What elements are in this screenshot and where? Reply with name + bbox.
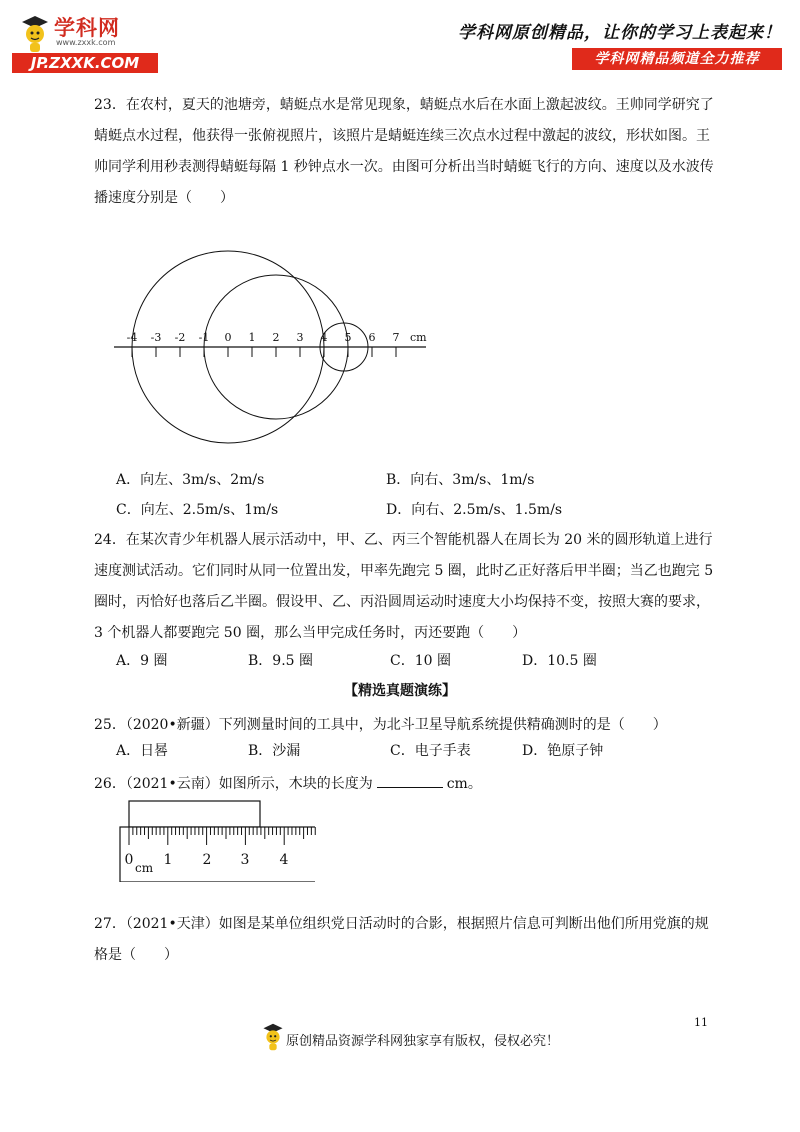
ruler-figure bbox=[110, 798, 320, 888]
ruler-label: 2 bbox=[202, 852, 212, 868]
ruler-unit: cm bbox=[135, 861, 154, 875]
question-24-text: 24．在某次青少年机器人展示活动中，甲、乙、丙三个智能机器人在周长为 20 米的圆形轨道上进行速度测试活动。它们同时从同一位置出发，甲率先跑完 5 圈，此时乙正好落后甲半圈；当乙也跑完 5 圈时，丙恰好也落后乙半圈。假设甲、乙、丙沿圆周运动时速度大小均保持不变，按照大赛的要求，3 个机器人都要跑完 50 圈，那么当甲完成任务时，丙还要跑（ ） bbox=[94, 532, 714, 641]
option-23-d[interactable]: D．向右、2.5m/s、1.5m/s bbox=[386, 502, 563, 518]
tick-label: -4 bbox=[126, 331, 138, 344]
ruler-label: 4 bbox=[279, 852, 289, 868]
option-25-b[interactable]: B．沙漏 bbox=[248, 743, 301, 759]
mascot-footer-icon bbox=[262, 1022, 284, 1052]
option-24-b[interactable]: B．9.5 圈 bbox=[248, 653, 314, 669]
tick-label: 4 bbox=[320, 331, 328, 344]
question-26-prefix: 26．（2021•云南）如图所示，木块的长度为 bbox=[94, 776, 373, 792]
page-header bbox=[0, 0, 800, 80]
axis-tick-labels bbox=[127, 331, 428, 344]
ripple-figure bbox=[100, 240, 440, 466]
option-24-d[interactable]: D．10.5 圈 bbox=[522, 653, 597, 669]
mascot-logo-icon bbox=[20, 14, 50, 54]
header-slogan: 学科网原创精品，让你的学习上表起来！ bbox=[458, 23, 782, 43]
option-24-a[interactable]: A．9 圈 bbox=[116, 653, 168, 669]
tick-label: 5 bbox=[344, 331, 352, 344]
axis-unit: cm bbox=[410, 331, 427, 344]
question-27-text: 27．（2021•天津）如图是某单位组织党日活动时的合影，根据照片信息可判断出他们所用党旗的规格是（ ） bbox=[94, 916, 709, 963]
ruler-label: 1 bbox=[163, 852, 173, 868]
wooden-block bbox=[129, 801, 260, 827]
tick-label: 0 bbox=[224, 331, 232, 344]
answer-blank[interactable] bbox=[377, 773, 443, 788]
channel-banner: 学科网精品频道全力推荐 bbox=[572, 48, 782, 70]
tick-label: -1 bbox=[198, 331, 210, 344]
question-26-text bbox=[94, 769, 714, 800]
question-26-suffix: cm。 bbox=[446, 776, 482, 792]
page-number: 11 bbox=[694, 1016, 708, 1029]
ruler-label: 0 bbox=[124, 852, 134, 868]
question-23-text: 23．在农村，夏天的池塘旁，蜻蜓点水是常见现象，蜻蜓点水后在水面上激起波纹。王帅同学研究了蜻蜓点水过程，他获得一张俯视照片，该照片是蜻蜓连续三次点水过程中激起的波纹，形状如图。王帅同学利用秒表测得蜻蜓每隔 1 秒钟点水一次。由图可分析出当时蜻蜓飞行的方向、速度以及水波传播速度分别是（ ） bbox=[94, 97, 714, 206]
option-25-d[interactable]: D．铯原子钟 bbox=[522, 743, 604, 759]
option-23-b[interactable]: B．向右、3m/s、1m/s bbox=[386, 472, 535, 488]
logo-name: 学科网 bbox=[54, 16, 120, 40]
ruler-label: 3 bbox=[240, 852, 250, 868]
copyright-notice: 原创精品资源学科网独家享有版权，侵权必究！ bbox=[286, 1034, 560, 1049]
option-24-c[interactable]: C．10 圈 bbox=[390, 653, 451, 669]
question-25-text: 25．（2020•新疆）下列测量时间的工具中，为北斗卫星导航系统提供精确测时的是（ ） bbox=[94, 717, 667, 733]
tick-label: -2 bbox=[174, 331, 186, 344]
option-25-c[interactable]: C．电子手表 bbox=[390, 743, 471, 759]
tick-label: 1 bbox=[248, 331, 256, 344]
option-23-c[interactable]: C．向左、2.5m/s、1m/s bbox=[116, 502, 279, 518]
section-title: 【精选真题演练】 bbox=[344, 683, 456, 699]
tick-label: 3 bbox=[296, 331, 304, 344]
tick-label: 7 bbox=[392, 331, 400, 344]
option-25-a[interactable]: A．日晷 bbox=[116, 743, 169, 759]
logo-url-banner[interactable]: JP.ZXXK.COM bbox=[12, 53, 158, 73]
tick-label: 6 bbox=[368, 331, 376, 344]
page-footer bbox=[0, 1022, 800, 1062]
tick-label: 2 bbox=[272, 331, 280, 344]
option-23-a[interactable]: A．向左、3m/s、2m/s bbox=[116, 472, 265, 488]
tick-label: -3 bbox=[150, 331, 162, 344]
axis-ticks bbox=[132, 347, 396, 357]
logo-subtitle: www.zxxk.com bbox=[56, 38, 116, 47]
